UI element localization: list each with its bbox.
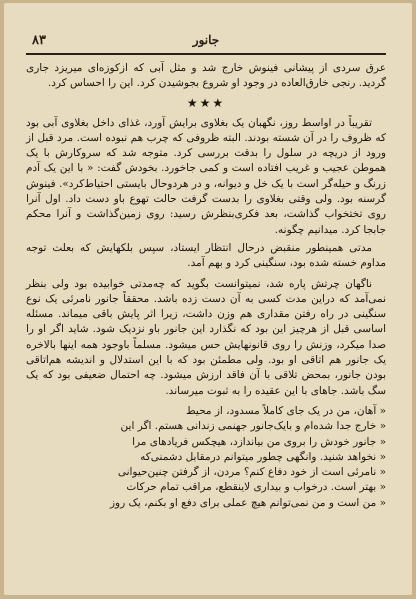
quote-line: « جانور خودش را بروی من بیاندازد، هیچکس فریادهای مرا xyxy=(132,435,386,448)
quote-line: « بهتر است. درخواب و بیداری لاینقطع، مراقب تمام حرکات xyxy=(126,481,386,494)
page-header xyxy=(26,33,386,51)
body-text xyxy=(26,61,386,511)
page-number: ۸۳ xyxy=(32,33,46,48)
quote-line: « خارج جدا شده‌ام و بایک‌جانور جهنمی زندانی هستم. اگر این xyxy=(120,420,386,433)
running-title: جانور xyxy=(192,33,220,47)
paragraph: عرق سردی از پیشانی فینوش خارج شد و مثل آبی که ازکوزه‌ای میریزد جاری گردید. رنجی خارق‌العاده در وجود او شروع بجوشیدن کرد. این را احساس کرد. xyxy=(26,62,386,90)
paragraph: مدتی همینطور منقبض درحال انتظار ایستاد، سپس بلکهایش که بعلت توجه مداوم خسته شده بود، سنگینی کرد و بهم آمد. xyxy=(26,241,386,270)
paragraph: ناگهان چرتش پاره شد، نمیتوانست بگوید که چه‌مدتی خوابیده بود ولی بنظر نمی‌آمد که دراین مدت کسی به آن دست زده باشد. محققاً جانور نامرئی یک نوع سنگینی در راه رفتن مقداری هم وزن داشت، زیرا اثر پایش باقی میماند. مسئله اساسی قبل از هرچیز این بود که نگذارد این جانور باو نزدیک شود. شاید اگر او را صدا میکرد، وزنش را روی قانونهایش حس میشود. مسلماً باوجود همه اینها بالاخره یک جانور هم اتاقی او بود. ولی مطمئن بود که با این استدلال و اندیشه هم‌اتاقی بودن جانور، بمحض تلاقی با آن فاقد ارزش میشود. چه احتمال ضعیفی بود که یک سگ باشد. جاهای با این عقیده را به ثبوت میرساند. xyxy=(26,277,386,397)
quote-line: « نخواهد شنید. وانگهی چطور میتوانم درمقابل دشمنی‌که xyxy=(140,450,386,463)
book-page xyxy=(4,3,412,595)
section-separator: ★★★ xyxy=(186,95,226,110)
quote-line: « نامرئی است از خود دفاع کنم؟ مردن، از گرفتن چنین‌حیوانی xyxy=(117,466,386,479)
header-rule xyxy=(26,53,386,55)
paragraph: تقریباً در اواسط روز، نگهبان یک بغلاوی برایش آورد، غذای داخل بغلاوی آبی بود که ظروف را در آن شسته بودند. البته ظروفی که چرب هم نبوده است. مرد قبل از ورود از دریچه در سلول را بدقت بررسی کرد. متوجه شد که سروکارش با یک همو‌طن عجیب و غریب افتاده است و کمی جاخورد. بخودش گفت: « با این یک آدم زرنگ و حیله‌گر است با یک خل و دیوانه، و در هردوحال بایستی احتیاط‌کرد». فینوش گرسنه بود. ولی وقتی بغلاوی را بدست گرفت حالت تهوع باو دست داد. اول آنرا روی تختخواب گذاشت، بعد فکری‌بنظرش رسید: روی زمین‌گذاشت و آنرا محکم جابجا کرد. میدانیم چگونه. xyxy=(26,116,386,236)
quote-line: « آهان، من در یک جای کاملاً مسدود، از محیط xyxy=(185,404,386,417)
quote-line: « من است و من نمی‌توانم هیچ عملی برای دفع او بکنم، یک روز xyxy=(109,496,386,509)
